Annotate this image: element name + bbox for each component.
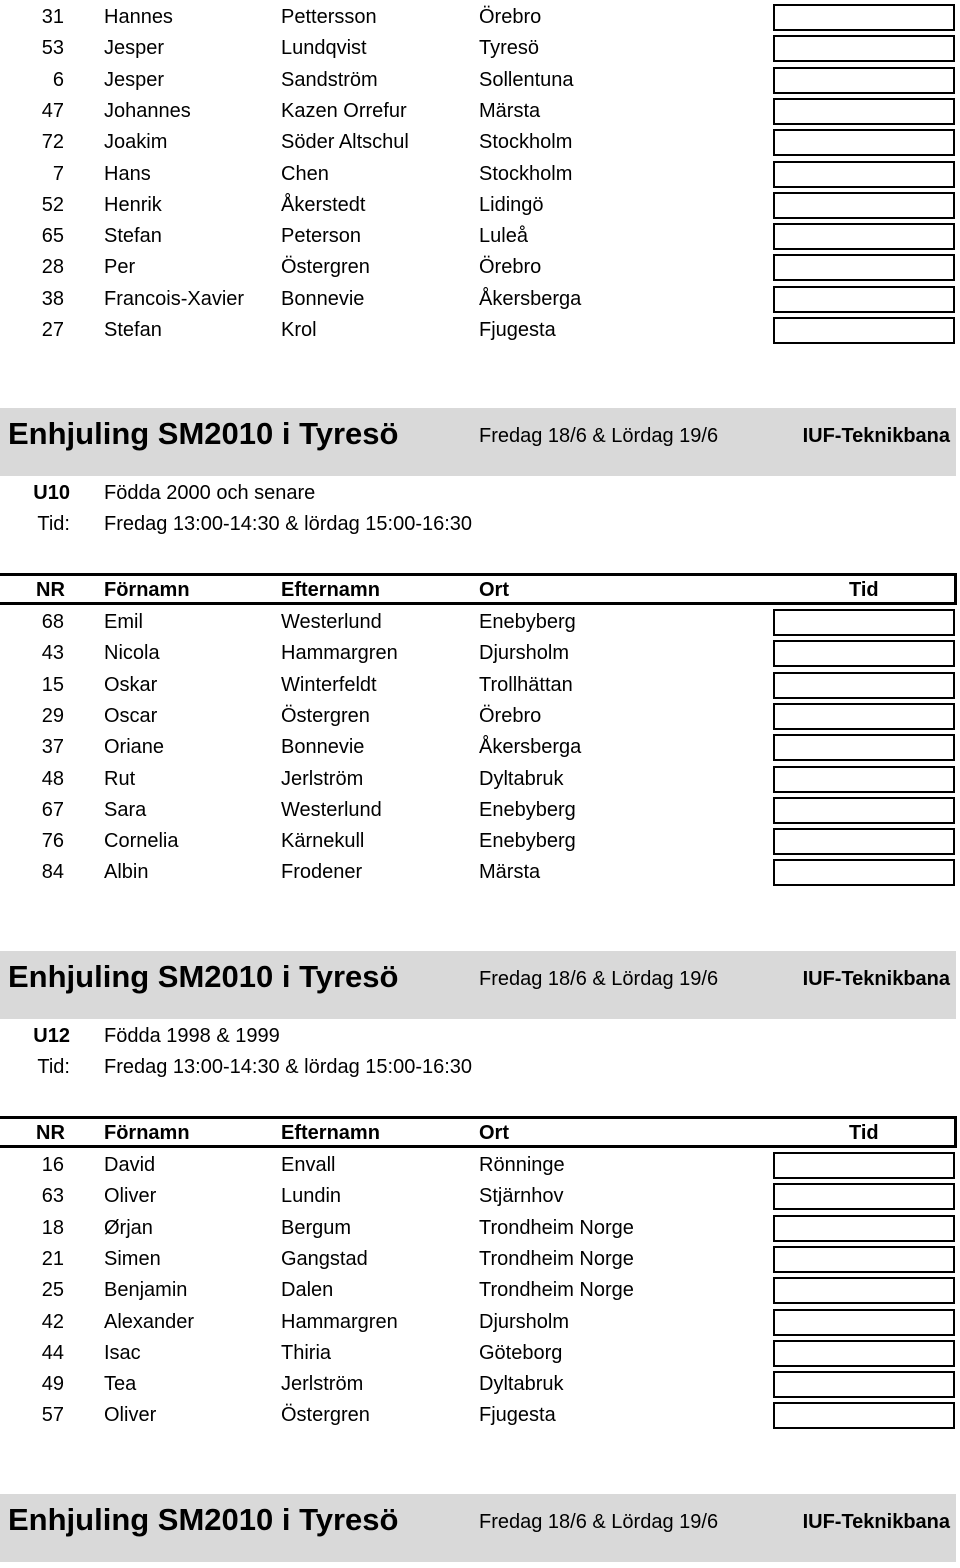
last-name: Chen (281, 162, 329, 185)
town: Göteborg (479, 1341, 563, 1364)
banner-dates: Fredag 18/6 & Lördag 19/6 (479, 968, 719, 990)
time-entry-box[interactable] (773, 1246, 955, 1273)
participant-number: 53 (41, 37, 64, 60)
participant-number: 21 (41, 1247, 64, 1270)
time-entry-box[interactable] (773, 734, 955, 761)
participant-number: 52 (41, 193, 64, 216)
event-banner (0, 951, 956, 1019)
town: Trondheim Norge (479, 1279, 634, 1302)
town: Dyltabruk (479, 767, 564, 790)
first-name: Oscar (104, 704, 158, 727)
time-entry-box[interactable] (773, 1183, 955, 1210)
table-row (0, 221, 960, 252)
first-name: Jesper (104, 68, 165, 91)
last-name: Winterfeldt (281, 673, 377, 696)
table-row (0, 159, 960, 190)
banner-event: IUF-Teknikbana (802, 1511, 950, 1533)
first-name: Henrik (104, 193, 162, 216)
time-entry-box[interactable] (773, 703, 955, 730)
first-name: Isac (104, 1341, 141, 1364)
header-first: Förnamn (104, 579, 190, 601)
last-name: Dalen (281, 1279, 334, 1302)
time-entry-box[interactable] (773, 1152, 955, 1179)
last-name: Frodener (281, 861, 363, 884)
town: Djursholm (479, 1310, 570, 1333)
header-ort: Ort (479, 579, 509, 601)
participant-number: 25 (41, 1279, 64, 1302)
header-last: Efternamn (281, 1122, 380, 1144)
tid-label: Tid: (37, 1056, 70, 1078)
participant-number: 43 (41, 642, 64, 665)
town: Trollhättan (479, 673, 573, 696)
class-time (0, 1052, 960, 1083)
class-born: Födda 1998 & 1999 (104, 1025, 280, 1047)
town: Fjugesta (479, 319, 556, 341)
last-name: Thiria (281, 1341, 332, 1364)
town: Stockholm (479, 131, 573, 154)
time-entry-box[interactable] (773, 1309, 955, 1336)
time-entry-box[interactable] (773, 640, 955, 667)
first-name: Stefan (104, 319, 162, 341)
tid-value: Fredag 13:00-14:30 & lördag 15:00-16:30 (104, 513, 473, 535)
participant-number: 72 (41, 131, 64, 154)
town: Dyltabruk (479, 1373, 564, 1396)
first-name: Jesper (104, 37, 165, 60)
class-time (0, 509, 960, 540)
last-name: Kazen Orrefur (281, 99, 407, 122)
table-row (0, 1400, 960, 1431)
header-tid: Tid (849, 1122, 879, 1144)
participant-number: 49 (41, 1373, 64, 1396)
town: Stockholm (479, 162, 573, 185)
last-name: Envall (281, 1154, 336, 1176)
time-entry-box[interactable] (773, 672, 955, 699)
first-name: Tea (104, 1373, 137, 1396)
last-name: Hammargren (281, 642, 398, 665)
last-name: Bonnevie (281, 287, 365, 310)
table-row (0, 190, 960, 221)
class-info (0, 478, 960, 509)
town: Örebro (479, 256, 542, 279)
last-name: Åkerstedt (281, 193, 366, 216)
first-name: Alexander (104, 1310, 195, 1333)
town: Enebyberg (479, 611, 576, 633)
banner-dates: Fredag 18/6 & Lördag 19/6 (479, 425, 719, 447)
town: Örebro (479, 6, 542, 28)
time-entry-box[interactable] (773, 766, 955, 793)
time-entry-box[interactable] (773, 859, 955, 886)
town: Stjärnhov (479, 1185, 564, 1208)
table-row (0, 1369, 960, 1400)
first-name: Francois-Xavier (104, 287, 245, 310)
participant-number: 31 (41, 6, 64, 28)
table-header (0, 1116, 957, 1148)
table-row (0, 1213, 960, 1244)
class-born: Födda 2000 och senare (104, 482, 316, 504)
town: Sollentuna (479, 68, 574, 91)
participant-number: 29 (41, 704, 64, 727)
first-name: Oliver (104, 1185, 157, 1208)
table-row (0, 1275, 960, 1306)
time-entry-box[interactable] (773, 98, 955, 125)
participant-number: 57 (41, 1404, 64, 1427)
table-row (0, 1244, 960, 1275)
town: Märsta (479, 99, 541, 122)
last-name: Krol (281, 319, 317, 341)
table-row (0, 607, 960, 638)
time-entry-box[interactable] (773, 609, 955, 636)
banner-title: Enhjuling SM2010 i Tyresö (8, 416, 399, 451)
time-entry-box[interactable] (773, 286, 955, 313)
town: Djursholm (479, 642, 570, 665)
last-name: Bonnevie (281, 736, 365, 759)
time-entry-box[interactable] (773, 797, 955, 824)
banner-event: IUF-Teknikbana (802, 968, 950, 990)
time-entry-box[interactable] (773, 129, 955, 156)
header-first: Förnamn (104, 1122, 190, 1144)
time-entry-box[interactable] (773, 67, 955, 94)
time-entry-box[interactable] (773, 1402, 955, 1429)
time-entry-box[interactable] (773, 317, 955, 344)
town: Örebro (479, 704, 542, 727)
town: Enebyberg (479, 798, 576, 821)
header-nr: NR (36, 1122, 65, 1144)
participant-number: 27 (41, 319, 64, 341)
participant-number: 67 (41, 798, 64, 821)
town: Luleå (479, 225, 528, 248)
last-name: Westerlund (281, 611, 382, 633)
header-tid: Tid (849, 579, 879, 601)
first-name: Hans (104, 162, 151, 185)
table-row (0, 2, 960, 33)
last-name: Westerlund (281, 798, 382, 821)
last-name: Peterson (281, 225, 362, 248)
last-name: Bergum (281, 1216, 352, 1239)
participant-number: 63 (41, 1185, 64, 1208)
banner-title: Enhjuling SM2010 i Tyresö (8, 959, 399, 994)
table-row (0, 764, 960, 795)
participant-number: 7 (52, 162, 64, 185)
town: Märsta (479, 861, 541, 884)
participant-number: 18 (41, 1216, 64, 1239)
last-name: Pettersson (281, 6, 377, 28)
town: Rönninge (479, 1154, 565, 1176)
participant-number: 76 (41, 830, 64, 853)
last-name: Kärnekull (281, 830, 365, 853)
participant-number: 68 (41, 611, 64, 633)
town: Enebyberg (479, 830, 576, 853)
first-name: Nicola (104, 642, 160, 665)
town: Trondheim Norge (479, 1247, 634, 1270)
last-name: Lundqvist (281, 37, 367, 60)
header-last: Efternamn (281, 579, 380, 601)
table-row (0, 252, 960, 283)
participant-number: 65 (41, 225, 64, 248)
table-row (0, 315, 960, 346)
table-row (0, 857, 960, 888)
town: Åkersberga (479, 736, 582, 759)
first-name: David (104, 1154, 156, 1176)
tid-label: Tid: (37, 513, 70, 535)
time-entry-box[interactable] (773, 828, 955, 855)
town: Tyresö (479, 37, 540, 60)
first-name: Johannes (104, 99, 191, 122)
participant-number: 84 (41, 861, 64, 884)
table-row (0, 96, 960, 127)
banner-title: Enhjuling SM2010 i Tyresö (8, 1502, 399, 1537)
table-row (0, 284, 960, 315)
table-row (0, 732, 960, 763)
class-code: U10 (33, 482, 70, 504)
last-name: Lundin (281, 1185, 342, 1208)
last-name: Östergren (281, 256, 370, 279)
time-entry-box[interactable] (773, 1215, 955, 1242)
time-entry-box[interactable] (773, 161, 955, 188)
participant-number: 37 (41, 736, 64, 759)
participant-number: 44 (41, 1341, 64, 1364)
first-name: Oskar (104, 673, 158, 696)
table-row (0, 127, 960, 158)
header-nr: NR (36, 579, 65, 601)
participant-number: 42 (41, 1310, 64, 1333)
table-row (0, 701, 960, 732)
participant-number: 15 (41, 673, 64, 696)
event-banner (0, 1494, 956, 1562)
town: Lidingö (479, 193, 544, 216)
table-row (0, 826, 960, 857)
table-row (0, 1307, 960, 1338)
first-name: Cornelia (104, 830, 179, 853)
first-name: Joakim (104, 131, 168, 154)
banner-event: IUF-Teknikbana (802, 425, 950, 447)
town: Trondheim Norge (479, 1216, 634, 1239)
participant-number: 47 (41, 99, 64, 122)
class-info (0, 1021, 960, 1052)
table-row (0, 1338, 960, 1369)
time-entry-box[interactable] (773, 1371, 955, 1398)
last-name: Östergren (281, 1404, 370, 1427)
first-name: Emil (104, 611, 143, 633)
time-entry-box[interactable] (773, 223, 955, 250)
table-row (0, 1150, 960, 1181)
event-banner (0, 408, 956, 476)
table-row (0, 65, 960, 96)
first-name: Simen (104, 1247, 161, 1270)
table-row (0, 670, 960, 701)
last-name: Sandström (281, 68, 378, 91)
last-name: Hammargren (281, 1310, 398, 1333)
table-row (0, 33, 960, 64)
town: Fjugesta (479, 1404, 556, 1427)
banner-dates: Fredag 18/6 & Lördag 19/6 (479, 1511, 719, 1533)
participant-number: 28 (41, 256, 64, 279)
table-header (0, 573, 957, 605)
time-entry-box[interactable] (773, 192, 955, 219)
first-name: Stefan (104, 225, 162, 248)
last-name: Söder Altschul (281, 131, 409, 154)
first-name: Oliver (104, 1404, 157, 1427)
participant-number: 6 (52, 68, 64, 91)
class-code: U12 (33, 1025, 70, 1047)
time-entry-box[interactable] (773, 1340, 955, 1367)
participant-number: 38 (41, 287, 64, 310)
time-entry-box[interactable] (773, 1277, 955, 1304)
first-name: Oriane (104, 736, 165, 759)
first-name: Benjamin (104, 1279, 188, 1302)
last-name: Östergren (281, 704, 370, 727)
last-name: Jerlström (281, 1373, 364, 1396)
town: Åkersberga (479, 287, 582, 310)
time-entry-box[interactable] (773, 4, 955, 31)
time-entry-box[interactable] (773, 254, 955, 281)
first-name: Hannes (104, 6, 173, 28)
first-name: Per (104, 256, 136, 279)
participant-number: 16 (41, 1154, 64, 1176)
first-name: Sara (104, 798, 147, 821)
time-entry-box[interactable] (773, 35, 955, 62)
first-name: Ørjan (104, 1216, 153, 1239)
first-name: Rut (104, 767, 136, 790)
last-name: Jerlström (281, 767, 364, 790)
table-row (0, 795, 960, 826)
table-row (0, 638, 960, 669)
first-name: Albin (104, 861, 149, 884)
participant-number: 48 (41, 767, 64, 790)
tid-value: Fredag 13:00-14:30 & lördag 15:00-16:30 (104, 1056, 473, 1078)
table-row (0, 1181, 960, 1212)
last-name: Gangstad (281, 1247, 368, 1270)
header-ort: Ort (479, 1122, 509, 1144)
